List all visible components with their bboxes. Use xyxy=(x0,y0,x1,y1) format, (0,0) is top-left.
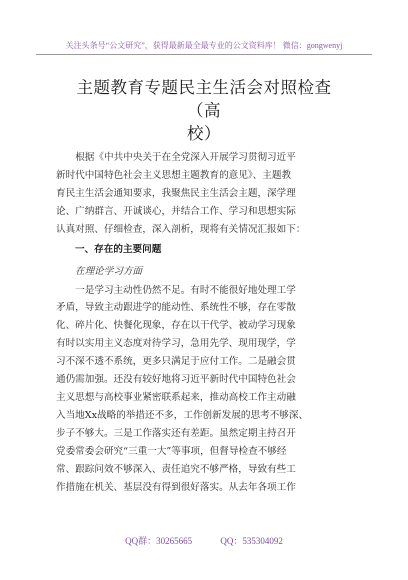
text-line: 主义思想与高校事业紧密联系起来，推动高校工作主动融 xyxy=(56,391,296,403)
page-header-banner: 关注头条号“公文研究”，获得最新最全最专业的公文资料库！ 微信：gongwenyj xyxy=(36,40,372,55)
body-paragraph xyxy=(56,282,358,300)
text-line: 育民主生活会通知要求，我聚焦民主生活会主题，深学理 xyxy=(56,187,296,199)
text-line: 论、广纳群言、开诚谈心，并结合工作、学习和思想实际 xyxy=(56,205,296,217)
text-line: 矛盾，导致主动跟进学的能动性、系统性不够，存在零散 xyxy=(56,302,296,314)
document-title-line: 主题教育专题民主生活会对照检查（高 xyxy=(76,78,332,120)
text-line: 根据《中共中央关于在全党深入开展学习贯彻习近平 xyxy=(75,152,296,163)
footer-qq-number: QQ：535304092 xyxy=(220,536,283,546)
intro-paragraph xyxy=(56,149,358,167)
text-line: 新时代中国特色社会主义思想主题教育的意见》、主题教 xyxy=(56,169,292,181)
text-line: 党委常委会研究“三重一大”等事项，但督导检查不够经 xyxy=(56,445,287,457)
page-footer xyxy=(60,534,348,547)
text-line: 步子不够大。三是工作落实还有差距。虽然定期主持召开 xyxy=(56,427,296,439)
document-body xyxy=(56,149,358,496)
text-line: 习不深不透不系统，更多只满足于应付工作。二是融会贯 xyxy=(56,356,296,368)
text-line: 通仍需加强。还没有较好地将习近平新时代中国特色社会 xyxy=(56,374,296,386)
text-line: 作措施在机关、基层没有得到很好落实。从去年各项工作 xyxy=(56,481,296,493)
text-line: 入当地Xx战略的举措还不多，工作创新发展的思考不够深、 xyxy=(56,409,309,421)
text-line: 认真对照、仔细检查，深入剖析，现将有关情况汇报如下： xyxy=(56,223,306,235)
text-line: 一是学习主动性仍然不足。有时不能很好地处理工学 xyxy=(75,284,296,296)
text-line: 化、碎片化、快餐化现象，存在以干代学、被动学习现象 xyxy=(56,320,296,332)
text-line: 有时以实用主义态度对待学习，急用先学、现用现学，学 xyxy=(56,338,296,350)
document-title xyxy=(60,76,348,145)
text-line: 常、跟踪问效不够深入、责任追究不够严格，导致有些工 xyxy=(56,463,296,475)
document-title-line: 校） xyxy=(187,124,221,143)
footer-qq-group: QQ群：30265665 xyxy=(125,536,193,546)
section-heading: 一、存在的主要问题 xyxy=(75,243,162,255)
sub-heading: 在理论学习方面 xyxy=(75,265,143,277)
